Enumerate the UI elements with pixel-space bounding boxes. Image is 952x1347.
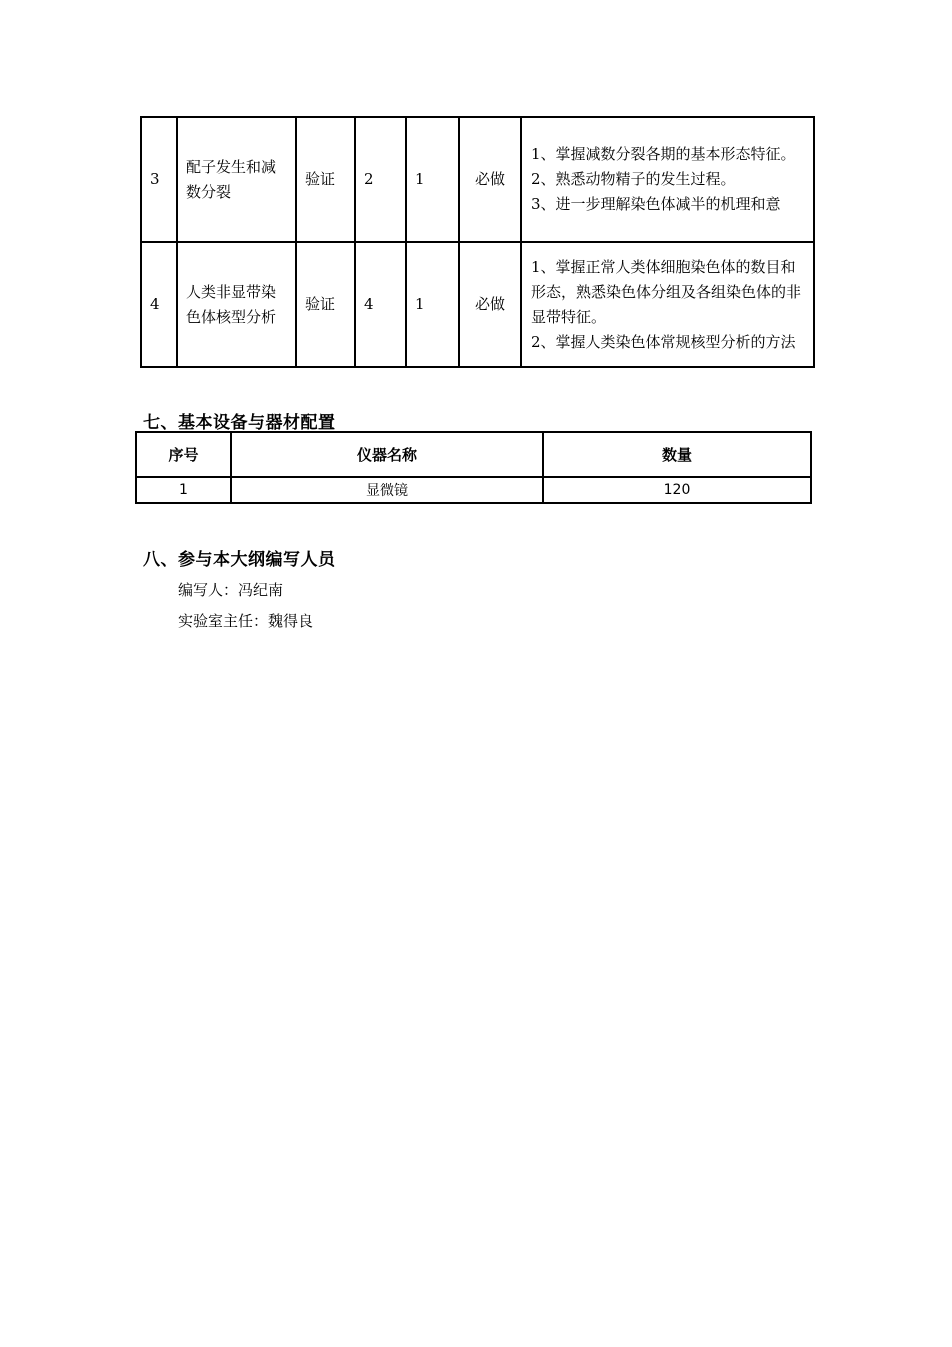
objective-line: 1、掌握正常人类体细胞染色体的数目和形态，熟悉染色体分组及各组染色体的非显带特征。 (531, 257, 802, 326)
experiment-required: 必做 (459, 117, 521, 242)
header-no: 序号 (136, 432, 231, 477)
experiment-name: 配子发生和减数分裂 (177, 117, 296, 242)
equipment-table (135, 431, 812, 504)
writer-line: 编写人：冯纪南 (178, 581, 284, 599)
experiment-no: 4 (141, 242, 177, 367)
director-line: 实验室主任：魏得良 (178, 612, 314, 630)
experiment-row (141, 117, 814, 242)
experiment-no: 3 (141, 117, 177, 242)
experiment-type: 验证 (296, 242, 355, 367)
section8-heading: 八、参与本大纲编写人员 (143, 550, 336, 570)
experiment-hours: 4 (355, 242, 406, 367)
experiment-hours: 2 (355, 117, 406, 242)
experiment-group: 1 (406, 117, 459, 242)
equipment-name: 显微镜 (231, 477, 543, 503)
experiment-required: 必做 (459, 242, 521, 367)
experiment-table (140, 116, 815, 368)
equipment-header-row (136, 432, 811, 477)
equipment-qty: 120 (543, 477, 811, 503)
objective-line: 3、进一步理解染色体减半的机理和意 (531, 195, 781, 213)
header-name: 仪器名称 (231, 432, 543, 477)
experiment-name: 人类非显带染色体核型分析 (177, 242, 296, 367)
objective-line: 1、掌握减数分裂各期的基本形态特征。 (531, 145, 796, 163)
experiment-row (141, 242, 814, 367)
equipment-no: 1 (136, 477, 231, 503)
experiment-type: 验证 (296, 117, 355, 242)
section7-heading: 七、基本设备与器材配置 (143, 413, 336, 433)
objective-line: 2、熟悉动物精子的发生过程。 (531, 170, 736, 188)
experiment-group: 1 (406, 242, 459, 367)
experiment-objectives (521, 242, 814, 367)
equipment-row (136, 477, 811, 503)
objective-line: 2、掌握人类染色体常规核型分析的方法 (531, 332, 796, 351)
experiment-objectives (521, 117, 814, 242)
header-qty: 数量 (543, 432, 811, 477)
